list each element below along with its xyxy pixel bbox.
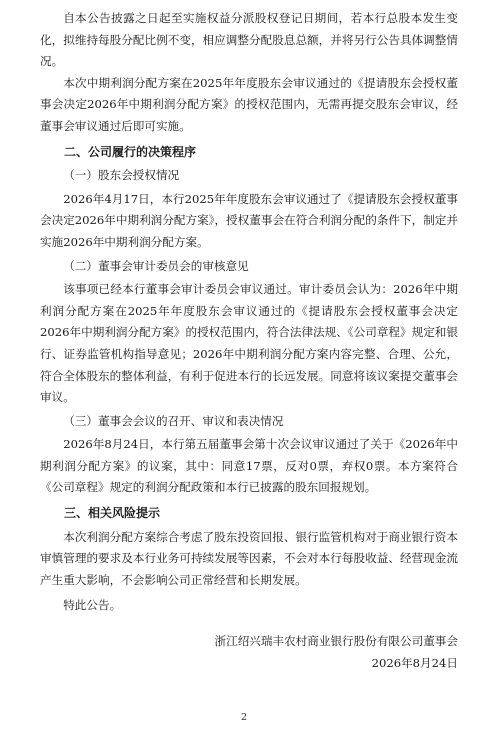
- signature-date: 2026年8月24日: [371, 655, 458, 670]
- section-heading-decision-procedure: 二、公司履行的决策程序: [64, 144, 197, 159]
- subsection-title-board-meeting: （三）董事会会议的召开、审议和表决情况: [63, 413, 284, 428]
- paragraph-share-adjustment: 自本公告披露之日起至实施权益分派股权登记日期间，若本行总股本发生变化，拟维持每股分配比例不变，相应调整分配股息总额，并将另行公告具体调整情况。: [40, 11, 458, 69]
- closing-statement: 特此公告。: [63, 598, 122, 613]
- page-number: 2: [240, 712, 248, 723]
- subsection-title-shareholder-authorization: （一）股东会授权情况: [63, 168, 180, 183]
- document-page: [40, 8, 458, 674]
- paragraph-authorization-scope: 本次中期利润分配方案在2025年年度股东会审议通过的《提请股东会授权董事会决定2026年中期利润分配方案》的授权范围内，无需再提交股东会审议，经董事会审议通过后即可实施。: [40, 75, 458, 133]
- signature-company: 浙江绍兴瑞丰农村商业银行股份有限公司董事会: [214, 634, 458, 649]
- paragraph-board-meeting: 2026年8月24日，本行第五届董事会第十次会议审议通过了关于《2026年中期利润分配方案》的议案，其中：同意17票，反对0票，弃权0票。本方案符合《公司章程》规定的利润分配政策和本行已披露的股东回报规划。: [40, 437, 458, 495]
- paragraph-audit-committee: 该事项已经本行董事会审计委员会审议通过。审计委员会认为：2026年中期利润分配方案在2025年年度股东会审议通过的《提请股东会授权董事会决定2026年中期利润分配方案》的授权范围内，符合法律法规、《公司章程》规定和银行、证券监管机构指导意见；2026年中期利润分配方案内容完整、合理、公允，符合全体股东的整体利益，有利于促进本行的长远发展。同意将该议案提交董事会审议。: [40, 282, 458, 405]
- paragraph-risk-notice: 本次利润分配方案综合考虑了股东投资回报、银行监管机构对于商业银行资本审慎管理的要求及本行业务可持续发展等因素，不会对本行每股收益、经营现金流产生重大影响，不会影响公司正常经营和长期发展。: [40, 529, 458, 587]
- paragraph-shareholder-authorization: 2026年4月17日，本行2025年年度股东会审议通过了《提请股东会授权董事会决定2026年中期利润分配方案》，授权董事会在符合利润分配的条件下，制定并实施2026年中期利润分配方案。: [40, 191, 458, 249]
- subsection-title-audit-committee: （二）董事会审计委员会的审核意见: [63, 258, 249, 273]
- section-heading-risk-notice: 三、相关风险提示: [64, 506, 161, 521]
